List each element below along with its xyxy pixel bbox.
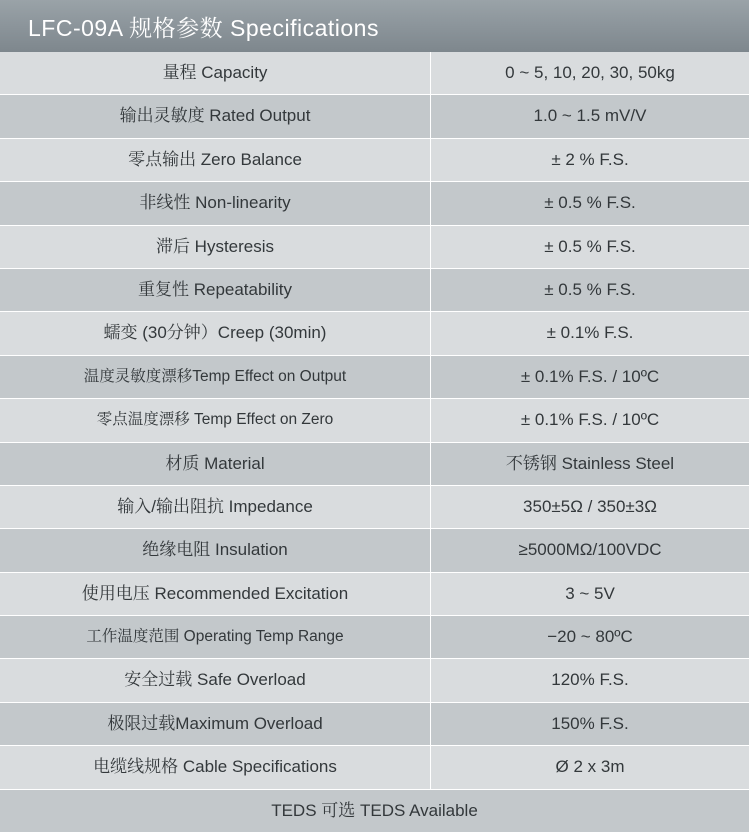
spec-label: 滞后 Hysteresis: [0, 226, 431, 268]
spec-label: TEDS 可选 TEDS Available: [271, 800, 478, 820]
table-row: [0, 226, 749, 269]
spec-label: 输出灵敏度 Rated Output: [0, 95, 431, 137]
specifications-table: [0, 52, 749, 832]
spec-value: ± 0.1% F.S. / 10ºC: [520, 410, 660, 430]
spec-value: 150% F.S.: [551, 713, 629, 733]
table-row: [0, 443, 749, 486]
spec-label: 温度灵敏度漂移Temp Effect on Output: [0, 356, 431, 398]
spec-value: ± 0.5 % F.S.: [544, 193, 636, 213]
table-row: [0, 573, 749, 616]
spec-value: ± 0.5 % F.S.: [544, 279, 636, 299]
table-row: [0, 269, 749, 312]
page-title: LFC-09A 规格参数 Specifications: [28, 14, 379, 41]
spec-value: ± 2 % F.S.: [551, 149, 629, 169]
spec-label: 量程 Capacity: [0, 52, 431, 94]
spec-value: 不锈钢 Stainless Steel: [505, 453, 675, 473]
spec-label: 使用电压 Recommended Excitation: [0, 573, 431, 615]
spec-label: 零点温度漂移 Temp Effect on Zero: [0, 399, 431, 441]
spec-label: 非线性 Non-linearity: [0, 182, 431, 224]
sheet-header: [0, 0, 749, 52]
spec-value: 3 ~ 5V: [565, 583, 615, 603]
table-row: [0, 139, 749, 182]
spec-label: 材质 Material: [0, 443, 431, 485]
spec-label: 零点输出 Zero Balance: [0, 139, 431, 181]
table-row: [0, 312, 749, 355]
table-row: [0, 529, 749, 572]
spec-value: ± 0.5 % F.S.: [544, 236, 636, 256]
table-row: [0, 182, 749, 225]
spec-label: 重复性 Repeatability: [0, 269, 431, 311]
table-row: [0, 399, 749, 442]
spec-value: 1.0 ~ 1.5 mV/V: [533, 106, 647, 126]
spec-value: ≥5000MΩ/100VDC: [518, 540, 662, 560]
spec-label: 工作温度范围 Operating Temp Range: [0, 616, 431, 658]
spec-value: Ø 2 x 3m: [555, 757, 625, 777]
spec-label: 极限过载Maximum Overload: [0, 703, 431, 745]
table-row: [0, 356, 749, 399]
table-row: [0, 616, 749, 659]
table-row: [0, 52, 749, 95]
spec-value: 120% F.S.: [551, 670, 629, 690]
spec-label: 安全过载 Safe Overload: [0, 659, 431, 701]
table-row: [0, 790, 749, 832]
spec-value: ± 0.1% F.S. / 10ºC: [520, 366, 660, 386]
spec-value: 0 ~ 5, 10, 20, 30, 50kg: [505, 63, 675, 82]
spec-label: 绝缘电阻 Insulation: [0, 529, 431, 571]
table-row: [0, 746, 749, 789]
table-row: [0, 95, 749, 138]
spec-label: 输入/输出阻抗 Impedance: [0, 486, 431, 528]
spec-value: 350±5Ω / 350±3Ω: [523, 496, 657, 516]
table-row: [0, 659, 749, 702]
table-row: [0, 703, 749, 746]
spec-label: 电缆线规格 Cable Specifications: [0, 746, 431, 788]
table-row: [0, 486, 749, 529]
spec-value: ± 0.1% F.S.: [546, 323, 634, 343]
spec-label: 蠕变 (30分钟）Creep (30min): [0, 312, 431, 354]
spec-value: −20 ~ 80ºC: [547, 627, 633, 647]
